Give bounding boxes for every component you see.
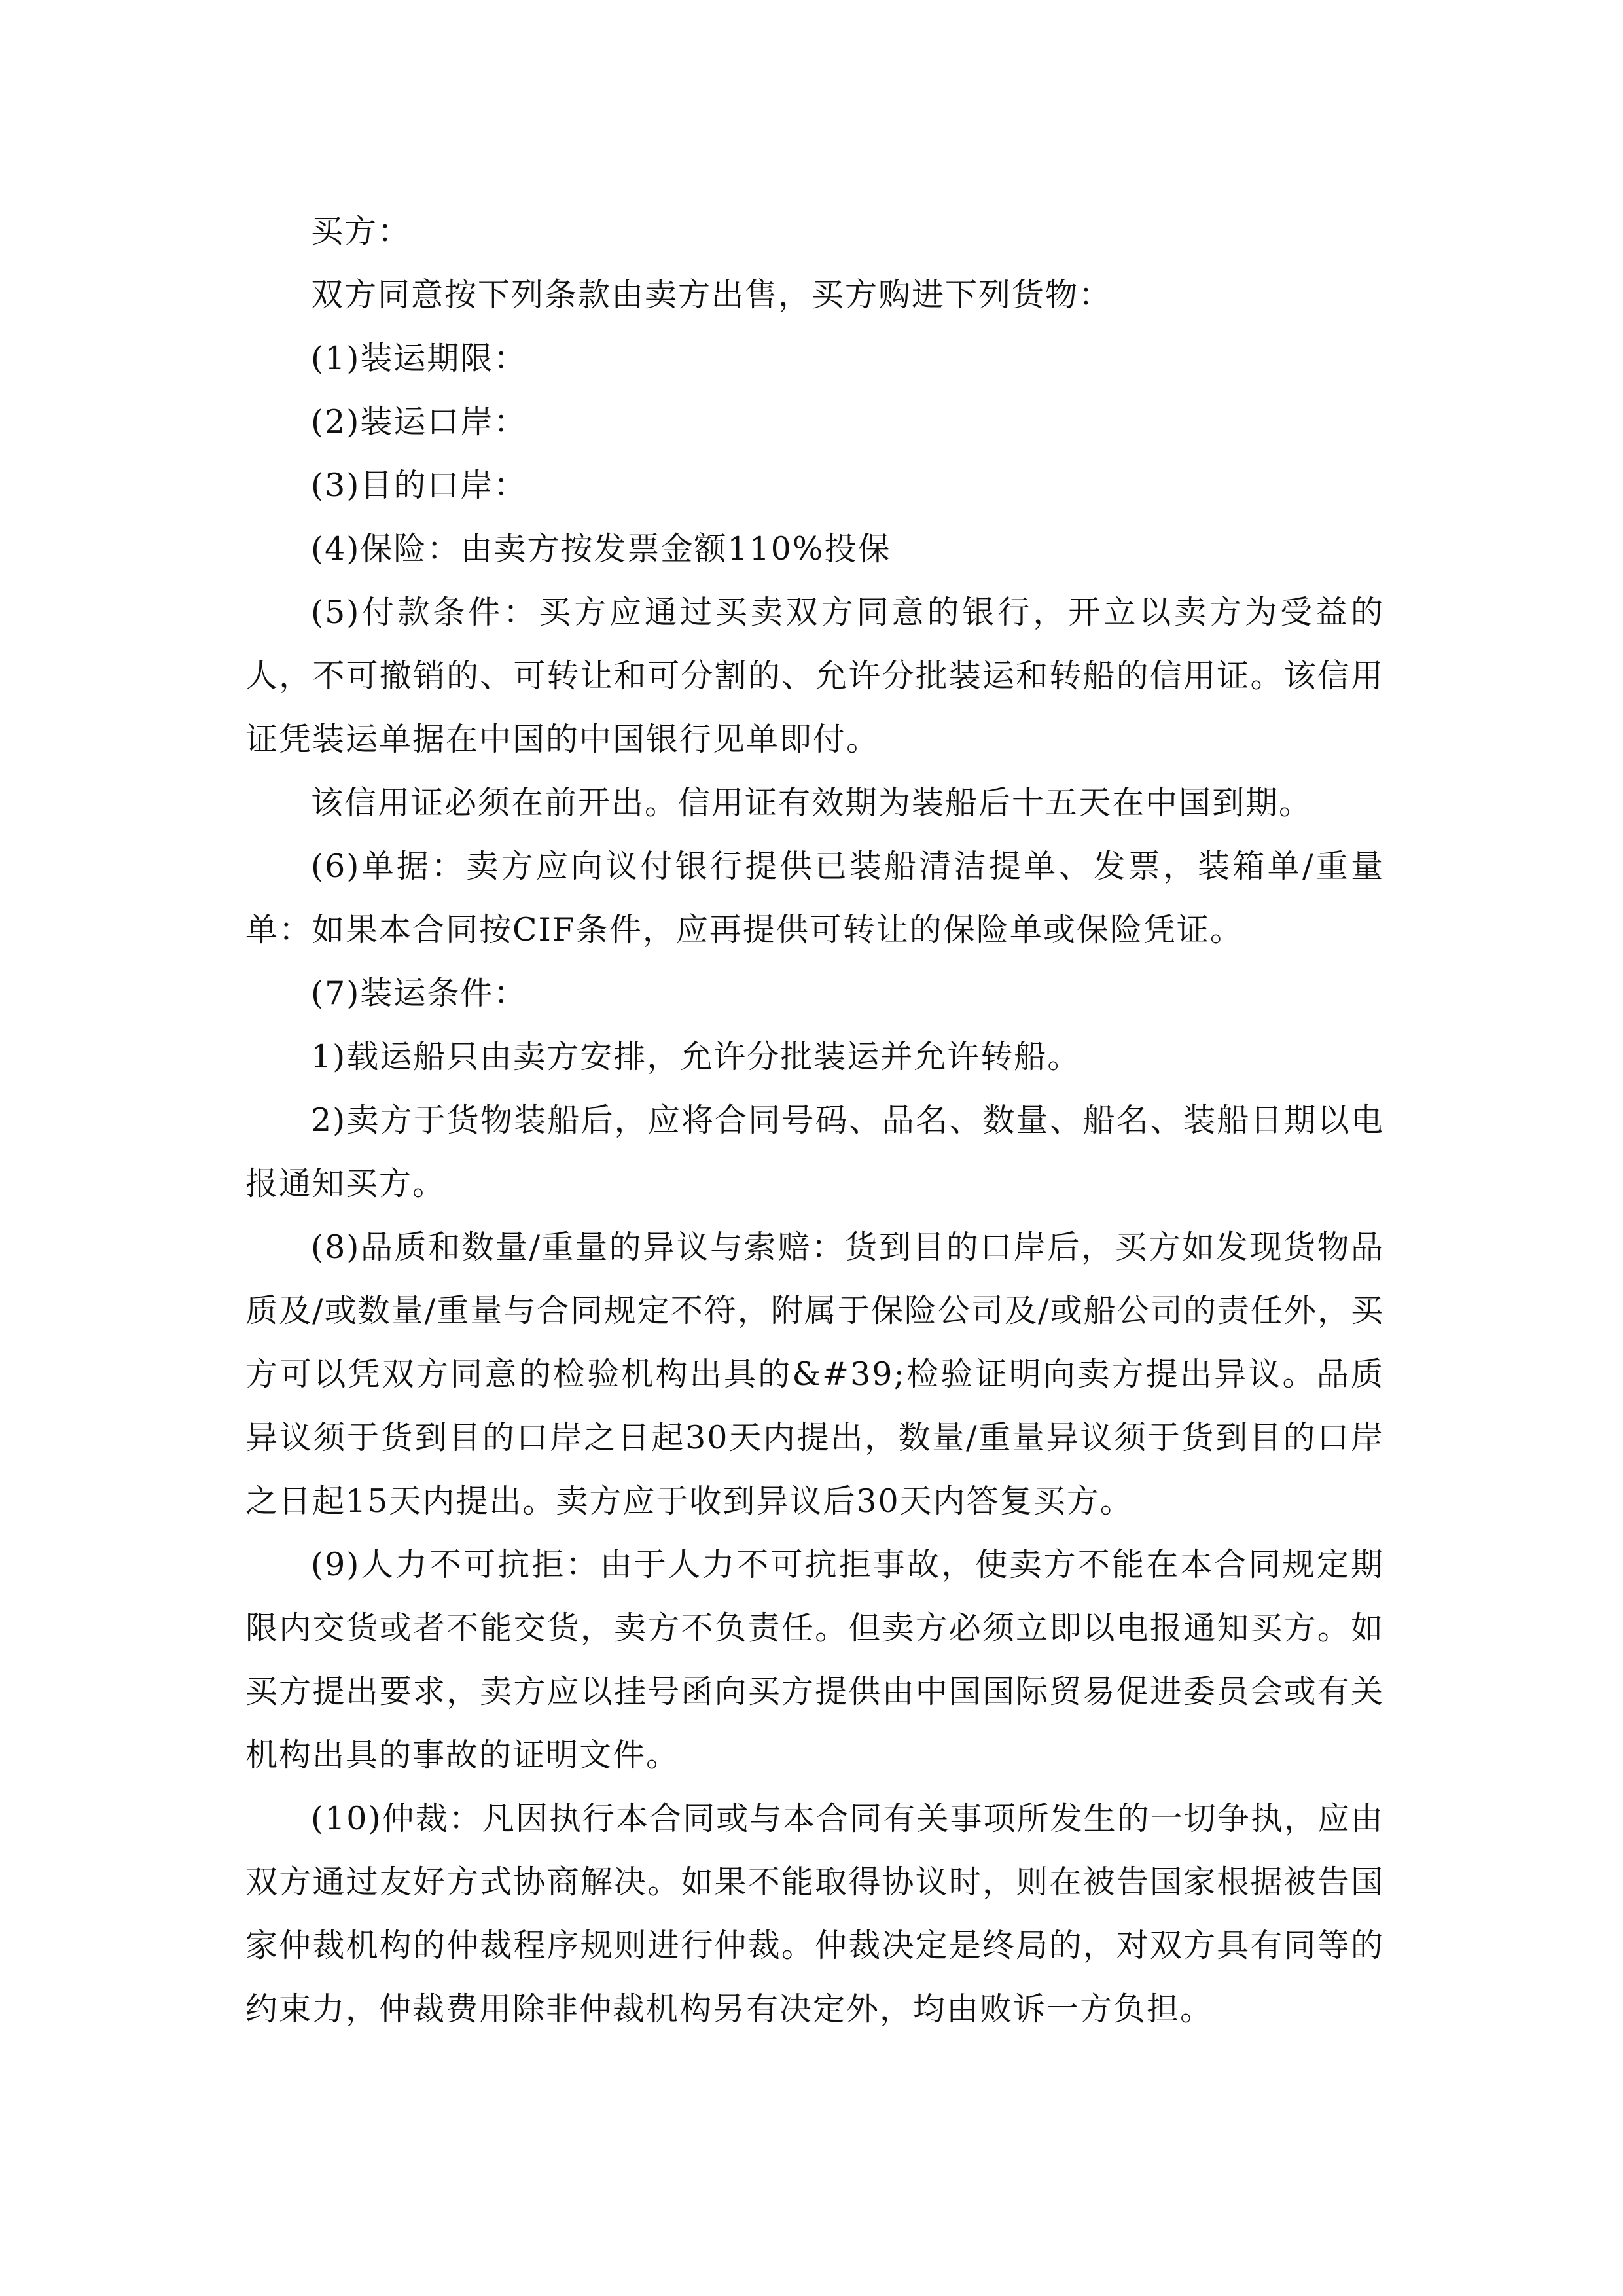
- paragraph-insurance: (4)保险：由卖方按发票金额110%投保: [311, 530, 891, 567]
- paragraph-arbitration: (10)仲裁：凡因执行本合同或与本合同有关事项所发生的一切争执，应由双方通过友好方式协商解决。如果不能取得协议时，则在被告国家根据被告国家仲裁机构的仲裁程序规则进行仲裁。仲裁决定是终局的，对双方具有同等的约束力，仲裁费用除非仲裁机构另有决定外，均由败诉一方负担。: [245, 1800, 1384, 2028]
- document-body: [245, 200, 1384, 2041]
- paragraph-port-of-destination: (3)目的口岸：: [311, 467, 527, 504]
- paragraph-force-majeure: (9)人力不可抗拒：由于人力不可抗拒事故，使卖方不能在本合同规定期限内交货或者不能交货，卖方不负责任。但卖方必须立即以电报通知买方。如买方提出要求，卖方应以挂号函向买方提供由中国国际贸易促进委员会或有关机构出具的事故的证明文件。: [245, 1546, 1384, 1774]
- paragraph-agreement: 双方同意按下列条款由卖方出售，买方购进下列货物：: [311, 276, 1113, 314]
- paragraph-letter-of-credit: 该信用证必须在前开出。信用证有效期为装船后十五天在中国到期。: [311, 784, 1313, 821]
- paragraph-quality-claims: (8)品质和数量/重量的异议与索赔：货到目的口岸后，买方如发现货物品质及/或数量/重量与合同规定不符，附属于保险公司及/或船公司的责任外，买方可以凭双方同意的检验机构出具的&#39;检验证明向卖方提出异议。品质异议须于货到目的口岸之日起30天内提出，数量/重量异议须于货到目的口岸之日起15天内提出。卖方应于收到异议后30天内答复买方。: [245, 1229, 1384, 1520]
- paragraph-shipment-term-1: 1)载运船只由卖方安排，允许分批装运并允许转船。: [311, 1038, 1081, 1075]
- paragraph-shipment-period: (1)装运期限：: [311, 340, 527, 377]
- paragraph-shipment-terms: (7)装运条件：: [311, 975, 527, 1012]
- paragraph-port-of-loading: (2)装运口岸：: [311, 403, 527, 440]
- paragraph-documents: (6)单据：卖方应向议付银行提供已装船清洁提单、发票，装箱单/重量单：如果本合同按CIF条件，应再提供可转让的保险单或保险凭证。: [245, 848, 1384, 948]
- paragraph-shipment-term-2: 2)卖方于货物装船后，应将合同号码、品名、数量、船名、装船日期以电报通知买方。: [245, 1102, 1384, 1202]
- paragraph-payment-terms: (5)付款条件：买方应通过买卖双方同意的银行，开立以卖方为受益的人，不可撤销的、可转让和可分割的、允许分批装运和转船的信用证。该信用证凭装运单据在中国的中国银行见单即付。: [245, 594, 1384, 758]
- paragraph-buyer: 买方：: [311, 213, 412, 250]
